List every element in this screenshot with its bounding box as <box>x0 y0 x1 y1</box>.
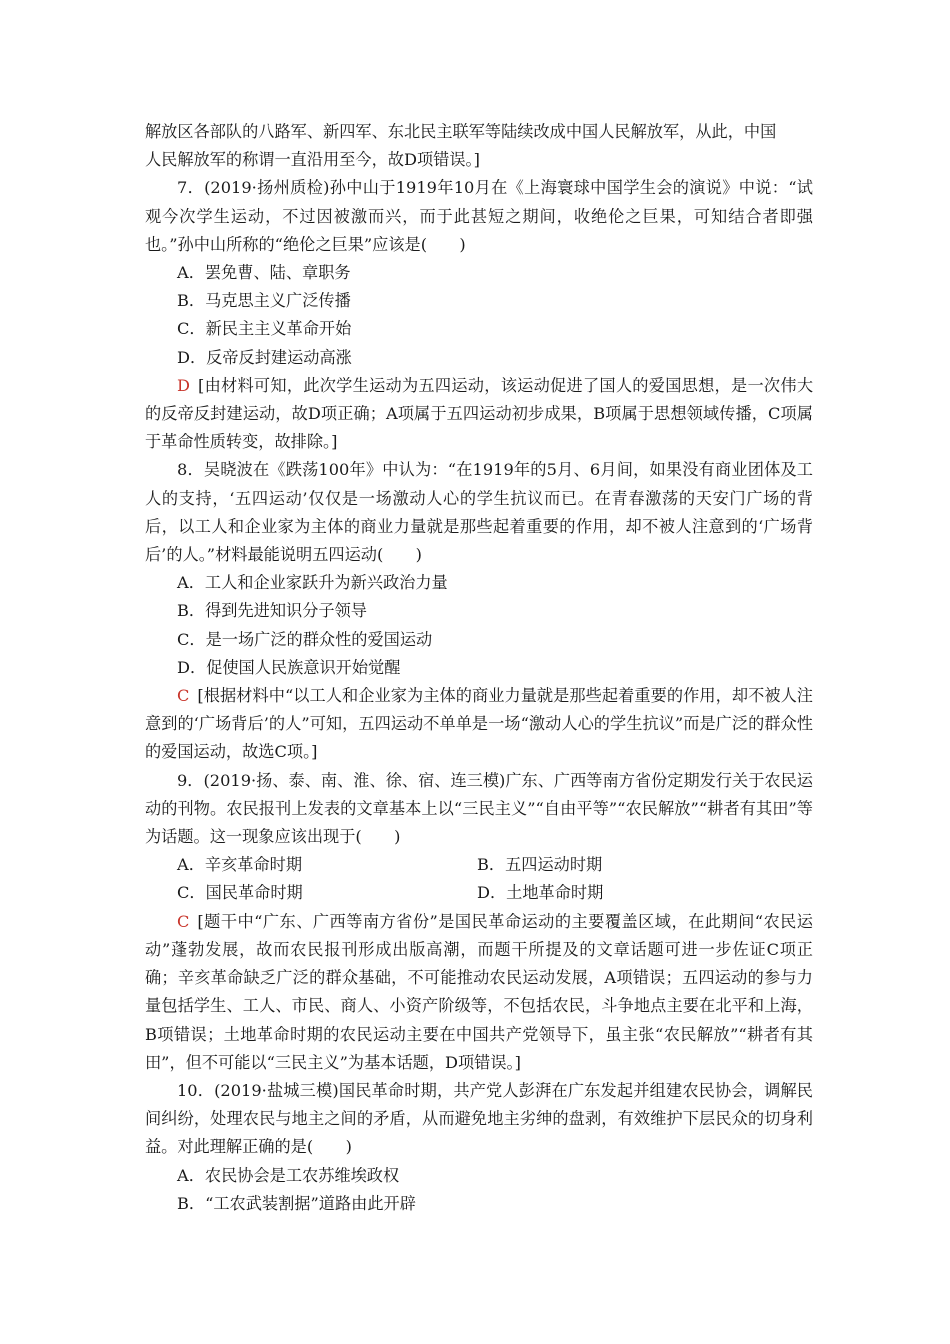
question-9-explanation: [题干中“广东、广西等南方省份”是国民革命运动的主要覆盖区域，在此期间“农民运动”蓬勃发展，故而农民报刊形成出版高潮，而题干所提及的文章话题可进一步佐证C项正确；辛亥革命缺乏广泛的群众基础，不可能推动农民运动发展，A项错误；五四运动的参与力量包括学生、工人、市民、商人、小资产阶级等，不包括农民，斗争地点主要在北平和上海，B项错误；土地革命时期的农民运动主要在中国共产党领导下，虽主张“农民解放”“耕者有其田”，但不可能以“三民主义”为基本话题，D项错误。] <box>145 911 813 1072</box>
question-8-option-d: D．促使国人民族意识开始觉醒 <box>177 657 401 677</box>
question-7-option-c: C．新民主主义革命开始 <box>177 319 352 339</box>
intro-line-2: 人民解放军的称谓一直沿用至今，故D项错误。] <box>145 150 480 170</box>
question-8-stem: 8．吴晓波在《跌荡100年》中认为：“在1919年的5月、6月间，如果没有商业团体及工人的支持，‘五四运动’仅仅是一场激动人心的学生抗议而已。在青春激荡的天安门广场的背后，以工人和企业家为主体的商业力量就是那些起着重要的作用，却不被人注意到的‘广场背后’的人。”材料最能说明五四运动( ) <box>145 460 813 565</box>
question-8-explanation: [根据材料中“以工人和企业家为主体的商业力量就是那些起着重要的作用，却不被人注意到的‘广场背后’的人”可知，五四运动不单单是一场“激动人心的学生抗议”而是广泛的群众性的爱国运动，故选C项。] <box>145 686 813 762</box>
question-9-options-row-1 <box>145 851 813 879</box>
question-9-answer: C <box>177 911 190 931</box>
question-9-options-row-2 <box>145 879 813 907</box>
question-10-option-a: A．农民协会是工农苏维埃政权 <box>177 1165 400 1185</box>
question-9-option-b: B．五四运动时期 <box>477 855 603 875</box>
question-9-option-d: D．土地革命时期 <box>477 883 604 903</box>
question-10-stem: 10．(2019·盐城三模)国民革命时期，共产党人彭湃在广东发起并组建农民协会，调解民间纠纷，处理农民与地主之间的矛盾，从而避免地主劣绅的盘剥，有效维护下层民众的切身利益。对此理解正确的是( ) <box>145 1080 813 1157</box>
question-8-answer-block <box>145 682 813 767</box>
question-8-option-c: C．是一场广泛的群众性的爱国运动 <box>177 629 433 649</box>
question-9-answer-block <box>145 908 813 1077</box>
intro-line-1: 解放区各部队的八路军、新四军、东北民主联军等陆续改成中国人民解放军，从此，中国 <box>145 122 777 141</box>
question-8-option-a: A．工人和企业家跃升为新兴政治力量 <box>177 573 448 593</box>
question-8-answer: C <box>177 686 190 706</box>
document-page <box>145 118 813 1218</box>
question-7-option-b: B．马克思主义广泛传播 <box>177 291 351 311</box>
question-7-option-d: D．反帝反封建运动高涨 <box>177 347 352 367</box>
question-7-explanation: [由材料可知，此次学生运动为五四运动，该运动促进了国人的爱国思想，是一次伟大的反帝反封建运动，故D项正确；A项属于五四运动初步成果，B项属于思想领域传播，C项属于革命性质转变，故排除。] <box>145 375 813 452</box>
question-10-option-b: B．“工农武装割据”道路由此开辟 <box>177 1193 416 1213</box>
question-7-answer: D <box>177 375 190 395</box>
question-8-option-b: B．得到先进知识分子领导 <box>177 601 367 621</box>
question-9-option-a: A．辛亥革命时期 <box>177 855 303 875</box>
question-9-stem: 9．(2019·扬、泰、南、淮、徐、宿、连三模)广东、广西等南方省份定期发行关于农民运动的刊物。农民报刊上发表的文章基本上以“三民主义”“自由平等”“农民解放”“耕者有其田”等为话题。这一现象应该出现于( ) <box>145 770 813 847</box>
question-7-answer-block <box>145 372 813 457</box>
question-7-stem: 7．(2019·扬州质检)孙中山于1919年10月在《上海寰球中国学生会的演说》中说：“试观今次学生运动，不过因被激而兴，而于此甚短之期间，收绝伦之巨果，可知结合者即强也。”孙中山所称的“绝伦之巨果”应该是( ) <box>145 178 813 254</box>
question-9-option-c: C．国民革命时期 <box>177 883 303 903</box>
question-7-option-a: A．罢免曹、陆、章职务 <box>177 263 351 283</box>
